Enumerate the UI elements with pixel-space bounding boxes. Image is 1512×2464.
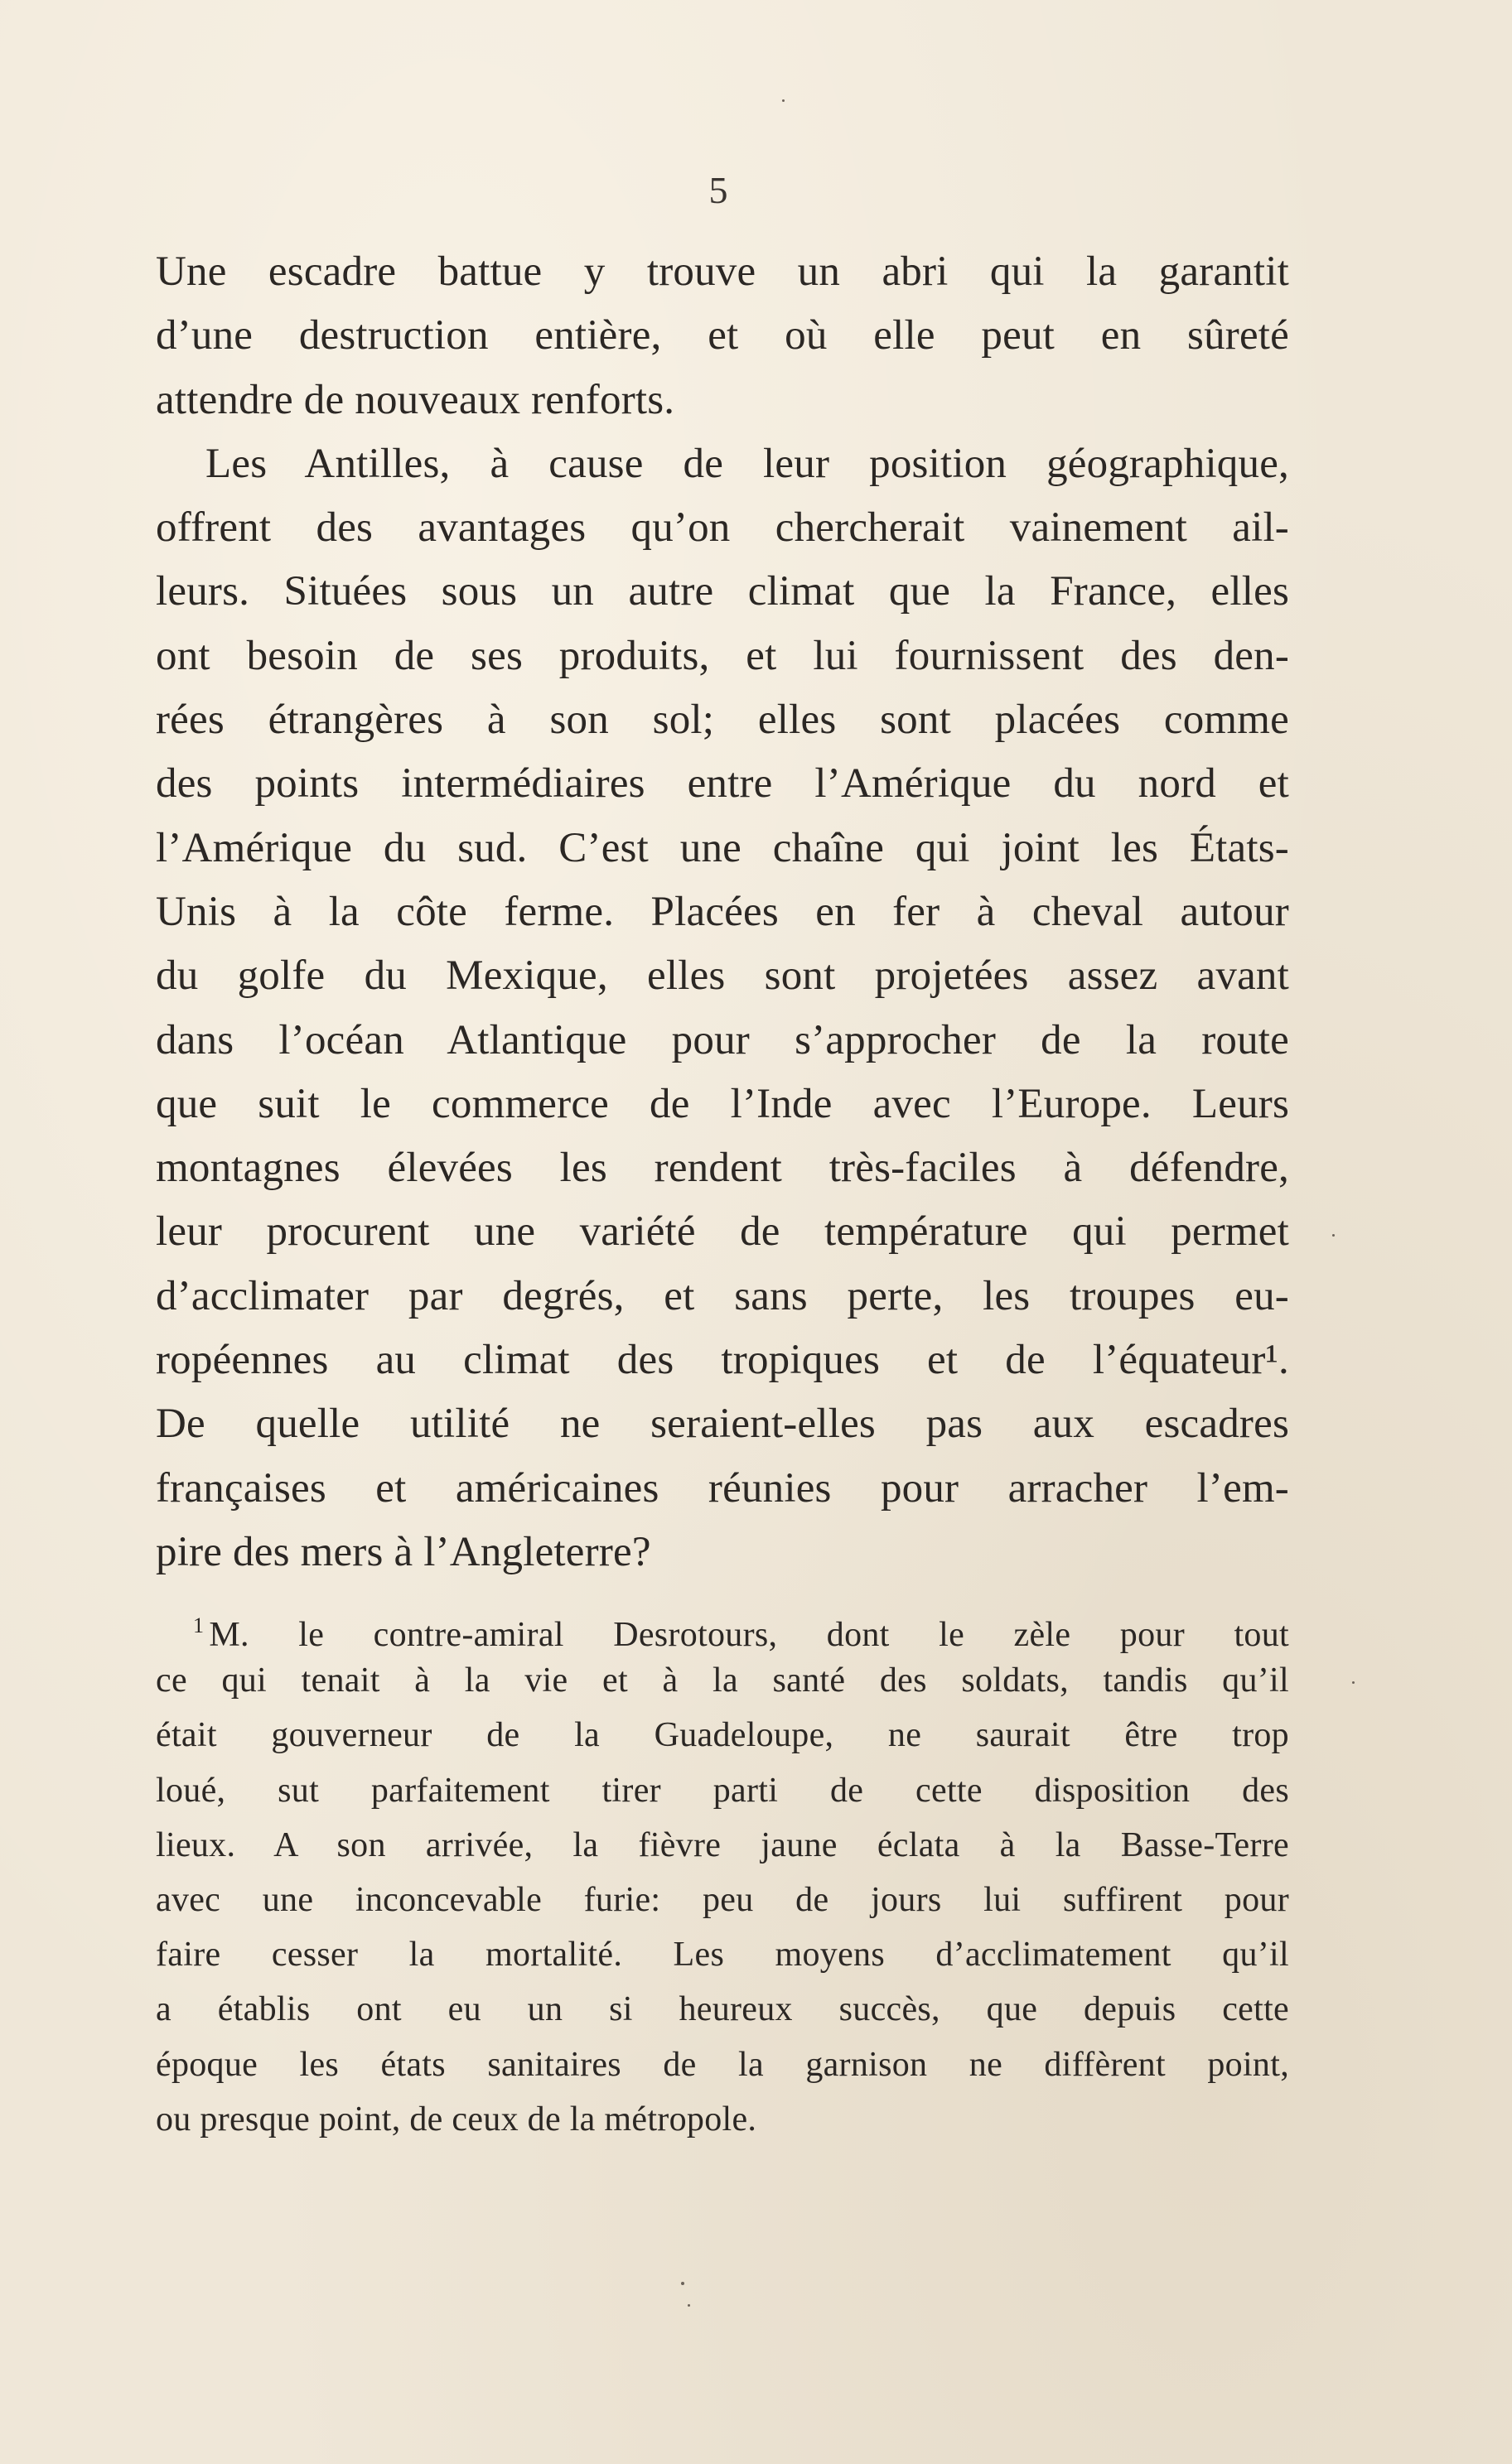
footnote-line-text: M. le contre-amiral Desrotours, dont le zèle pour tout (209, 1616, 1289, 1654)
body-line: leur procurent une variété de température qui permet (156, 1208, 1289, 1256)
footnote-line: ou presque point, de ceux de la métropole. (156, 2100, 757, 2139)
footnote-marker: 1 (193, 1613, 205, 1637)
body-line: leurs. Situées sous un autre climat que la France, elles (156, 568, 1289, 615)
body-line: que suit le commerce de l’Inde avec l’Europe. Leurs (156, 1080, 1289, 1127)
footnote-line: époque les états sanitaires de la garnison ne diffèrent point, (156, 2045, 1289, 2084)
footnote-line: faire cesser la mortalité. Les moyens d’acclimatement qu’il (156, 1936, 1289, 1975)
footnote-line: ce qui tenait à la vie et à la santé des soldats, tandis qu’il (156, 1661, 1289, 1700)
main-text (156, 240, 1289, 1584)
body-line: pire des mers à l’Angleterre? (156, 1528, 651, 1575)
paper-speck (681, 2282, 684, 2285)
body-line: Les Antilles, à cause de leur position géographique, (205, 440, 1289, 487)
body-line: offrent des avantages qu’on chercherait vainement ail- (156, 504, 1289, 552)
footnote-line: lieux. A son arrivée, la fièvre jaune éclata à la Basse-Terre (156, 1825, 1289, 1864)
body-line: ropéennes au climat des tropiques et de l’équateur¹. (156, 1337, 1289, 1384)
paper-speck (1332, 1234, 1335, 1237)
body-line: ont besoin de ses produits, et lui fournissent des den- (156, 632, 1289, 679)
paper-speck (782, 99, 785, 102)
body-line: d’acclimater par degrés, et sans perte, les troupes eu- (156, 1272, 1289, 1319)
page-number: 5 (708, 169, 728, 211)
body-line: rées étrangères à son sol; elles sont placées comme (156, 697, 1289, 744)
footnote (156, 1598, 1289, 2147)
footnote-line: a établis ont eu un si heureux succès, que depuis cette (156, 1990, 1289, 2029)
body-line: De quelle utilité ne seraient-elles pas aux escadres (156, 1401, 1289, 1448)
body-line: Unis à la côte ferme. Placées en fer à cheval autour (156, 888, 1289, 935)
footnote-line: était gouverneur de la Guadeloupe, ne saurait être trop (156, 1716, 1289, 1755)
footnote-line: avec une inconcevable furie: peu de jours lui suffirent pour (156, 1880, 1289, 1919)
body-line: d’une destruction entière, et où elle peut en sûreté (156, 312, 1289, 359)
body-line: Une escadre battue y trouve un abri qui la garantit (156, 248, 1289, 295)
body-line: des points intermédiaires entre l’Amérique du nord et (156, 760, 1289, 808)
body-line: françaises et américaines réunies pour arracher l’em- (156, 1464, 1289, 1512)
body-line: montagnes élevées les rendent très-faciles à défendre, (156, 1145, 1289, 1192)
body-line: attendre de nouveaux renforts. (156, 376, 675, 423)
body-line: du golfe du Mexique, elles sont projetées assez avant (156, 952, 1289, 1000)
footnote-line: loué, sut parfaitement tirer parti de cette disposition des (156, 1771, 1289, 1810)
body-line: l’Amérique du sud. C’est une chaîne qui joint les États- (156, 824, 1289, 871)
paper-speck (1352, 1681, 1355, 1684)
paper-speck (688, 2304, 690, 2307)
body-line: dans l’océan Atlantique pour s’approcher de la route (156, 1016, 1289, 1063)
footnote-line (156, 1598, 1289, 1653)
